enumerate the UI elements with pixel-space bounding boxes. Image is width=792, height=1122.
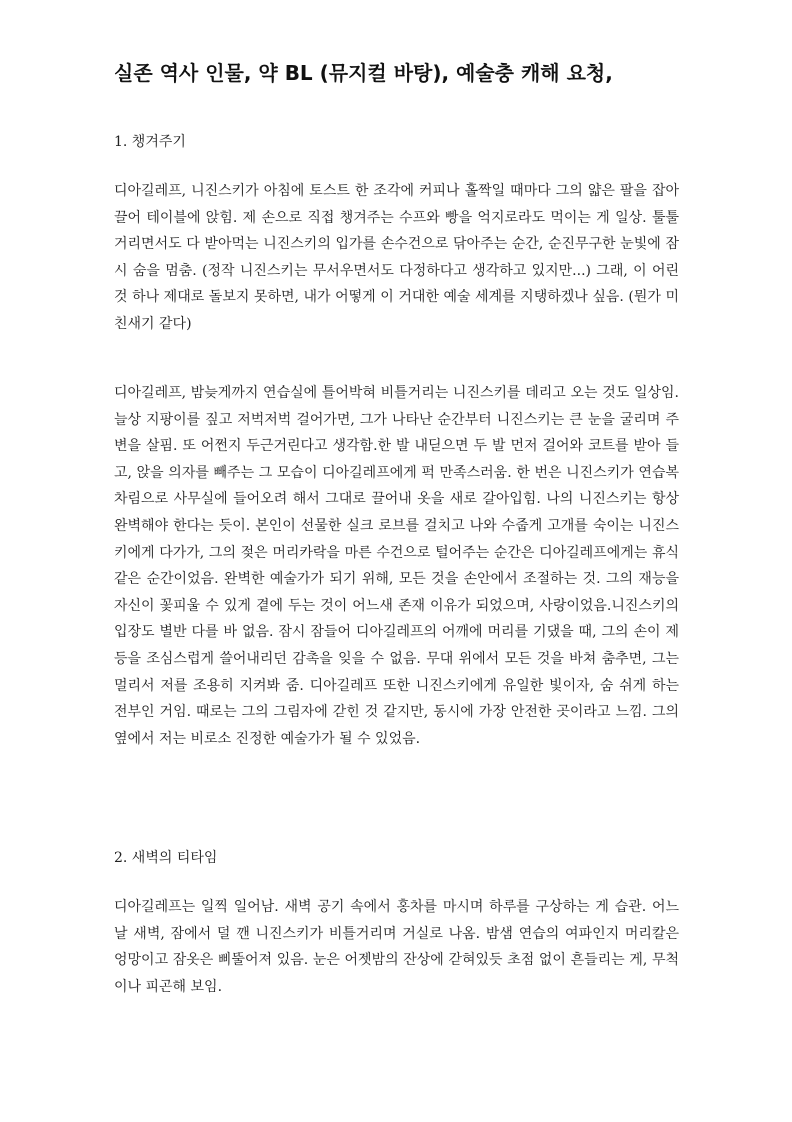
section-1-paragraph-1: 디아길레프, 니진스키가 아침에 토스트 한 조각에 커피나 홀짝일 때마다 그의 얇은 팔을 잡아끌어 테이블에 앉힘. 제 손으로 직접 챙겨주는 수프와 빵을 억지로라도 먹이는 게 일상. 툴툴거리면서도 다 받아먹는 니진스키의 입가를 손수건으로 닦아주는 순간, 순진무구한 눈빛에 잠시 숨을 멈춤. (정작 니진스키는 무서우면서도 다정하다고 생각하고 있지만...) 그래, 이 어린 것 하나 제대로 돌보지 못하면, 내가 어떻게 이 거대한 예술 세계를 지탱하겠나 싶음. (뭔가 미친새기 같다)	[114, 183, 679, 332]
section-1-paragraph-2: 디아길레프, 밤늦게까지 연습실에 틀어박혀 비틀거리는 니진스키를 데리고 오는 것도 일상임. 늘상 지팡이를 짚고 저벅저벅 걸어가면, 그가 나타난 순간부터 니진스키는 큰 눈을 굴리며 주변을 살핌. 또 어쩐지 두근거린다고 생각함.한 발 내딛으면 두 발 먼저 걸어와 코트를 받아 들고, 앉을 의자를 빼주는 그 모습이 디아길레프에게 퍽 만족스러움. 한 번은 니진스키가 연습복 차림으로 사무실에 들어오려 해서 그대로 끌어내 옷을 새로 갈아입힘. 나의 니진스키는 항상 완벽해야 한다는 듯이. 본인이 선물한 실크 로브를 걸치고 나와 수줍게 고개를 숙이는 니진스키에게 다가가, 그의 젖은 머리카락을 마른 수건으로 털어주는 순간은 디아길레프에게는 휴식 같은 순간이었음. 완벽한 예술가가 되기 위해, 모든 것을 손안에서 조절하는 것. 그의 재능을 자신이 꽃피울 수 있게 곁에 두는 것이 어느새 존재 이유가 되었으며, 사랑이었음.니진스키의 입장도 별반 다를 바 없음. 잠시 잠들어 디아길레프의 어깨에 머리를 기댔을 때, 그의 손이 제 등을 조심스럽게 쓸어내리던 감촉을 잊을 수 없음. 무대 위에서 모든 것을 바쳐 춤추면, 그는 멀리서 저를 조용히 지켜봐 줌. 디아길레프 또한 니진스키에게 유일한 빛이자, 숨 쉬게 하는 전부인 거임. 때로는 그의 그림자에 갇힌 것 같지만, 동시에 가장 안전한 곳이라고 느낌. 그의 옆에서 저는 비로소 진정한 예술가가 될 수 있었음.	[114, 385, 679, 747]
document-title: 실존 역사 인물, 약 BL (뮤지컬 바탕), 예술충 캐해 요청,	[114, 61, 613, 85]
section-2-paragraph-1: 디아길레프는 일찍 일어남. 새벽 공기 속에서 홍차를 마시며 하루를 구상하는 게 습관. 어느 날 새벽, 잠에서 덜 깬 니진스키가 비틀거리며 거실로 나옴. 밤샘 연습의 여파인지 머리칼은 엉망이고 잠옷은 삐뚤어져 있음. 눈은 어젯밤의 잔상에 갇혀있듯 초점 없이 흔들리는 게, 무척이나 피곤해 보임.	[114, 899, 679, 995]
section-heading-1: 1. 챙겨주기	[114, 134, 186, 150]
section-heading-2: 2. 새벽의 티타임	[114, 850, 218, 866]
